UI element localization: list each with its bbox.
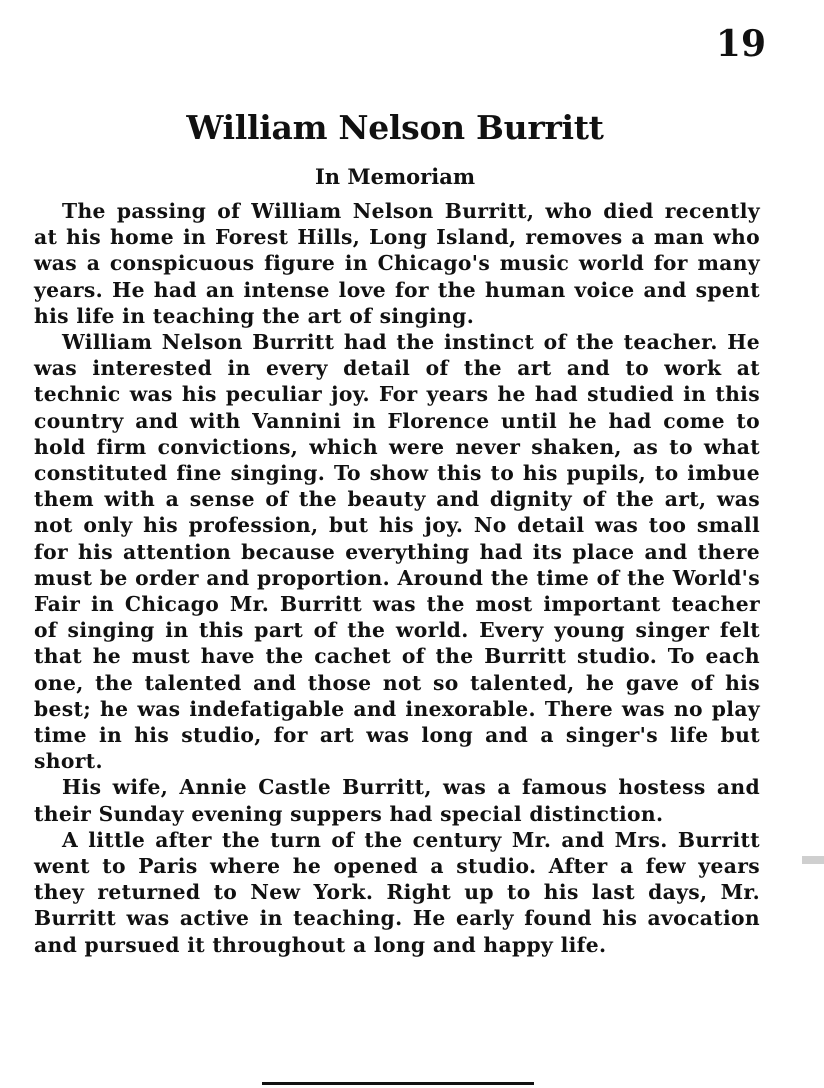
article-title: William Nelson Burritt [186,108,604,147]
article-subtitle: In Memoriam [314,164,476,189]
page-number: 19 [715,23,766,65]
paragraph-4: A little after the turn of the century Mr. and Mrs. Burritt went to Paris where he opened a studio. After a few years they returned to New York. Right up to his last days, Mr. Burritt was active in teaching. He early found his avocation and pursued it throughout a long and happy life. [34,827,760,957]
paragraph-3: His wife, Annie Castle Burritt, was a famous hostess and their Sunday evening suppers had special distinction. [34,775,760,826]
edge-scan-mark [802,856,824,864]
article-body [34,198,760,958]
paragraph-1: The passing of William Nelson Burritt, who died recently at his home in Forest Hills, Long Island, removes a man who was a conspicuous figure in Chicago's music world for many years. He had an intense love for the human voice and spent his life in teaching the art of singing. [34,199,760,328]
paragraph-2: William Nelson Burritt had the instinct of the teacher. He was interested in every detail of the art and to work at technic was his peculiar joy. For years he had studied in this country and with Vannini in Florence until he had come to hold firm convictions, which were never shaken, as to what constituted fine singing. To show this to his pupils, to imbue them with a sense of the beauty and dignity of the art, was not only his profession, but his joy. No detail was too small for his attention because everything had its place and there must be order and proportion. Around the time of the World's Fair in Chicago Mr. Burritt was the most important teacher of singing in this part of the world. Every young singer felt that he must have the cachet of the Burritt studio. To each one, the talented and those not so talented, he gave of his best; he was indefatigable and inexorable. There was no play time in his studio, for art was long and a singer's life but short. [34,330,760,774]
section-divider [262,1082,534,1085]
